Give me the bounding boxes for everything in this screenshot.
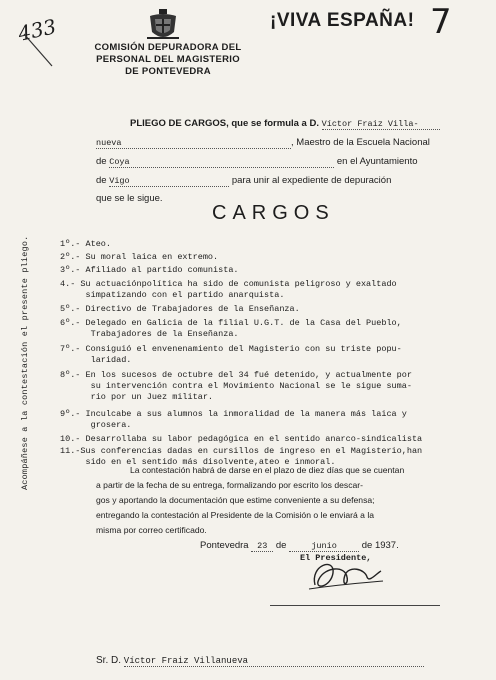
commission-line-2: PERSONAL DEL MAGISTERIO bbox=[96, 54, 240, 65]
instructions-line-5: misma por correo certificado. bbox=[96, 525, 207, 535]
de-label-2: de bbox=[96, 175, 107, 186]
intro-line-1 bbox=[130, 118, 440, 130]
charge-6: 6º.- Delegado en Galicia de la filial U.G.T. de la Casa del Pueblo, Trabajadores de la Enseñanza. bbox=[60, 318, 402, 339]
date-de-2: de bbox=[361, 540, 373, 551]
date-line bbox=[200, 540, 399, 552]
folio-number: 7 bbox=[430, 2, 452, 42]
date-year: 1937. bbox=[374, 540, 399, 551]
date-de-1: de bbox=[275, 540, 287, 551]
intro-line-2 bbox=[96, 137, 430, 149]
instructions-line-3: gos y aportando la documentación que estime conveniente a su defensa; bbox=[96, 495, 375, 505]
teacher-name-part-2: nueva bbox=[96, 138, 291, 149]
intro-line-5: que se le sigue. bbox=[96, 193, 163, 204]
instructions-line-2: a partir de la fecha de su entrega, formalizando por escrito los descar- bbox=[96, 480, 364, 490]
signature-rule bbox=[270, 605, 440, 606]
date-city: Pontevedra bbox=[200, 540, 249, 551]
expediente-text: para unir al expediente de depuración bbox=[231, 175, 392, 186]
charge-7: 7º.- Consiguió el envenenamiento del Magisterio con su triste popu- laridad. bbox=[60, 344, 402, 365]
addressee-name: Víctor Fraiz Villanueva bbox=[124, 656, 424, 667]
instructions-line-4: entregando la contestación al Presidente de la Comisión o le enviará a la bbox=[96, 510, 375, 520]
viva-espana-header: ¡VIVA ESPAÑA! bbox=[270, 10, 415, 31]
charge-10: 10.- Desarrollaba su labor pedagógica en el sentido anarco-sindicalista bbox=[60, 434, 423, 444]
charge-8: 8º.- En los sucesos de octubre del 34 fué detenido, y actualmente por su intervención contra el Movimiento Nacional se le sigue suma- rio por un Juez militar. bbox=[60, 370, 412, 402]
intro-line-4 bbox=[96, 175, 391, 187]
president-label: El Presidente, bbox=[300, 553, 372, 563]
cargos-title: CARGOS bbox=[212, 202, 335, 224]
de-label-1: de bbox=[96, 156, 107, 167]
side-note: Acompáñese a la contestación el presente pliego. bbox=[20, 235, 30, 490]
municipality-place: Vigo bbox=[109, 176, 229, 187]
coat-of-arms-icon bbox=[146, 8, 180, 44]
charge-2: 2º.- Su moral laica en extremo. bbox=[60, 252, 219, 262]
charge-3: 3º.- Afiliado al partido comunista. bbox=[60, 265, 239, 275]
charge-1: 1º.- Ateo. bbox=[60, 239, 112, 249]
teacher-name-part-1: Víctor Fraiz Villa- bbox=[322, 119, 440, 130]
archive-number: 433 bbox=[15, 14, 59, 46]
pliego-label: PLIEGO DE CARGOS, que se formula a D. bbox=[130, 118, 319, 129]
commission-line-1: COMISIÓN DEPURADORA DEL bbox=[94, 42, 242, 53]
maestro-text: , Maestro de la Escuela Nacional bbox=[291, 137, 430, 148]
date-month: junio bbox=[289, 541, 359, 552]
charge-9: 9º.- Inculcabe a sus alumnos la inmoralidad de la manera más laica y grosera. bbox=[60, 409, 407, 430]
archive-slash-mark bbox=[22, 30, 56, 70]
charge-4: 4.- Su actuaciónpolítica ha sido de comunista peligroso y exaltado simpatizando con el partido anarquista. bbox=[60, 279, 397, 300]
ayuntamiento-text: en el Ayuntamiento bbox=[336, 156, 418, 167]
instructions-line-1: La contestación habrá de darse en el plazo de diez días que se cuentan bbox=[130, 465, 405, 475]
addressee-label: Sr. D. bbox=[96, 655, 122, 666]
addressee-line bbox=[96, 655, 424, 667]
charge-11: 11.-Sus conferencias dadas en cursillos de ingreso en el Magisterio,han sido en el sentido más disolvente,ateo e inmoral. bbox=[60, 446, 423, 467]
commission-header bbox=[78, 42, 258, 78]
intro-line-3 bbox=[96, 156, 418, 168]
president-signature bbox=[305, 555, 385, 595]
date-day: 23 bbox=[251, 541, 273, 552]
school-place: Coya bbox=[109, 157, 334, 168]
commission-line-3: DE PONTEVEDRA bbox=[125, 66, 211, 77]
charge-5: 5º.- Directivo de Trabajadores de la Enseñanza. bbox=[60, 304, 300, 314]
